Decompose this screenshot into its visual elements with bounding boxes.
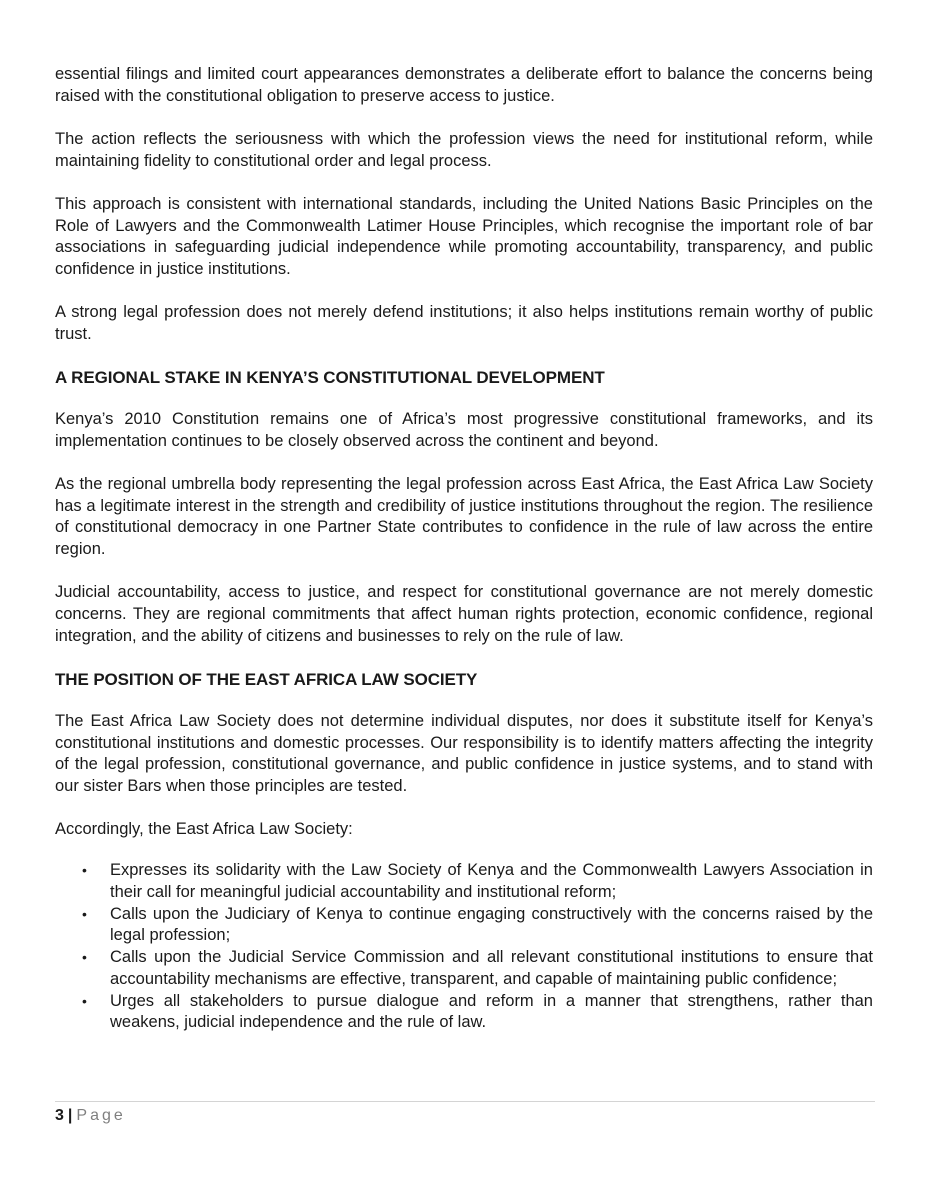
list-item: [55, 904, 873, 947]
footer-separator: |: [67, 1107, 73, 1124]
list-item-text: Expresses its solidarity with the Law Society of Kenya and the Commonwealth Lawyers Association in their call for meaningful judicial accountability and institutional reform;: [110, 861, 873, 902]
list-item: [55, 991, 873, 1034]
page-number: 3: [55, 1107, 64, 1124]
list-item-text: Calls upon the Judiciary of Kenya to continue engaging constructively with the concerns raised by the legal profession;: [110, 904, 873, 945]
bullet-icon: •: [82, 949, 87, 966]
body-paragraph: A strong legal profession does not merely defend institutions; it also helps institutions remain worthy of public trust.: [55, 303, 873, 343]
body-paragraph: As the regional umbrella body representing the legal profession across East Africa, the East Africa Law Society has a legitimate interest in the strength and credibility of justice institutions throughout the region. The resilience of constitutional democracy in one Partner State contributes to confidence in the rule of law across the entire region.: [55, 474, 873, 559]
resolution-list: [55, 860, 873, 1034]
list-item: [55, 860, 873, 903]
body-paragraph: Accordingly, the East Africa Law Society:: [55, 820, 353, 839]
bullet-icon: •: [82, 992, 87, 1009]
body-paragraph: The action reflects the seriousness with which the profession views the need for institutional reform, while maintaining fidelity to constitutional order and legal process.: [55, 129, 873, 170]
list-item-text: Urges all stakeholders to pursue dialogue and reform in a manner that strengthens, rather than weakens, judicial independence and the rule of law.: [110, 991, 873, 1032]
list-item-text: Calls upon the Judicial Service Commission and all relevant constitutional institutions to ensure that accountability mechanisms are effective, transparent, and capable of maintaining public confidence;: [110, 948, 873, 988]
page-label: Page: [76, 1107, 126, 1124]
body-paragraph: essential filings and limited court appearances demonstrates a deliberate effort to balance the concerns being raised with the constitutional obligation to preserve access to justice.: [55, 65, 873, 105]
footer-divider: [55, 1101, 875, 1102]
body-paragraph: Kenya’s 2010 Constitution remains one of Africa’s most progressive constitutional frameworks, and its implementation continues to be closely observed across the continent and beyond.: [55, 410, 873, 450]
section-heading-position: THE POSITION OF THE EAST AFRICA LAW SOCIETY: [55, 669, 478, 689]
body-paragraph: This approach is consistent with international standards, including the United Nations Basic Principles on the Role of Lawyers and the Commonwealth Latimer House Principles, which recognise the important role of bar associations in safeguarding judicial independence while promoting accountability, transparency, and public confidence in justice institutions.: [55, 194, 873, 278]
bullet-icon: •: [82, 862, 87, 879]
page-footer: [55, 1105, 126, 1127]
list-item: [55, 947, 873, 990]
body-paragraph: The East Africa Law Society does not determine individual disputes, nor does it substitute itself for Kenya’s constitutional institutions and domestic processes. Our responsibility is to identify matters affecting the integrity of the legal profession, constitutional governance, and public confidence in justice systems, and to stand with our sister Bars when those principles are tested.: [55, 711, 873, 795]
document-body: [55, 64, 873, 1034]
body-paragraph: Judicial accountability, access to justice, and respect for constitutional governance are not merely domestic concerns. They are regional commitments that affect human rights protection, economic confidence, regional integration, and the ability of citizens and businesses to rely on the rule of law.: [55, 583, 873, 645]
section-heading-regional-stake: A REGIONAL STAKE IN KENYA’S CONSTITUTIONAL DEVELOPMENT: [55, 368, 605, 388]
bullet-icon: •: [82, 905, 87, 922]
